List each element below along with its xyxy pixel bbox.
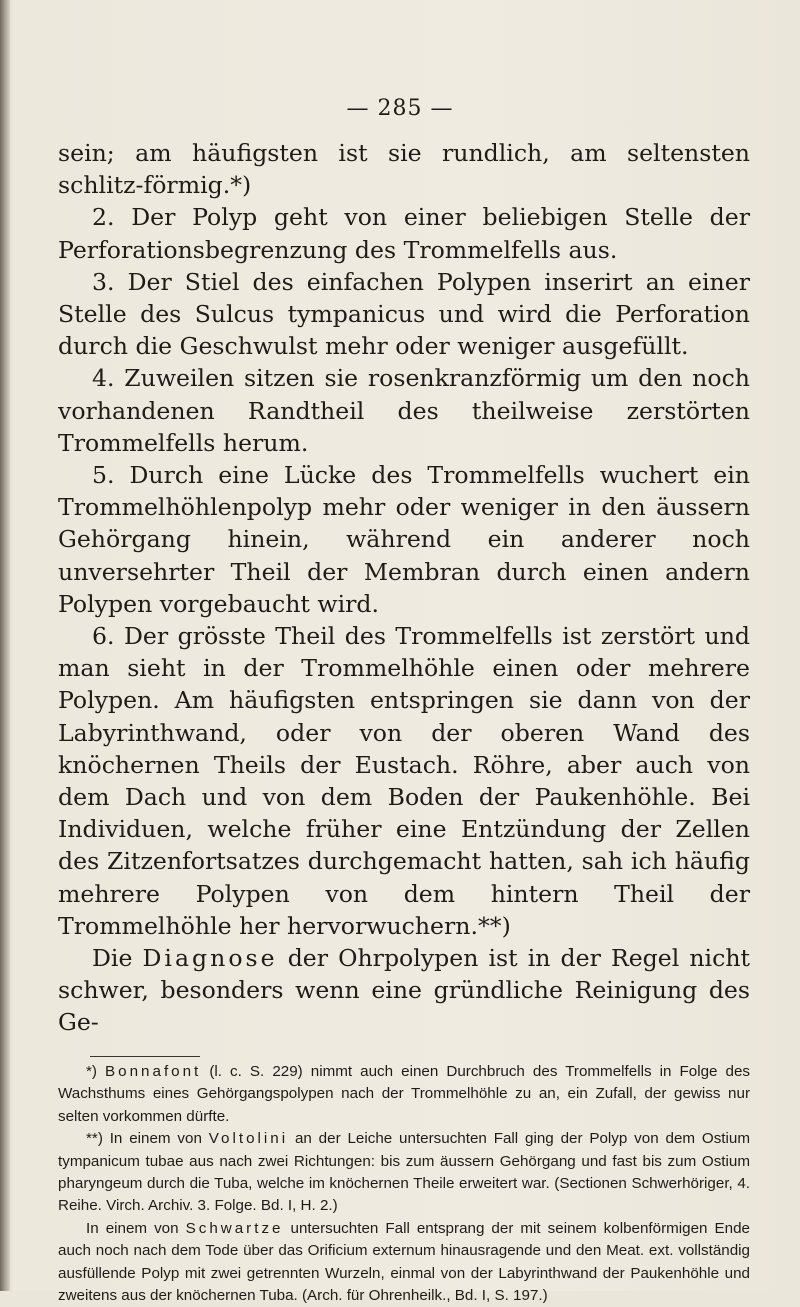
footnote-3-text: untersuchten Fall entsprang der mit seinem kolbenförmigen Ende auch noch nach dem Tode über das Orificium externum hinausragende und den Meat. ext. vollständig ausfüllende Polyp mit zwei getrennten Wurzeln, einmal von der Labyrinthwand der Paukenhöhle und zweitens aus der knöchernen Tuba. (Arch. für Ohrenheilk., Bd. I, S. 197.) bbox=[58, 1219, 750, 1305]
footnote-2-author: Voltolini bbox=[208, 1130, 289, 1148]
diagnose-lead: Die bbox=[92, 944, 143, 973]
paragraph-continuation: sein; am häufigsten ist sie rundlich, am seltensten schlitz-förmig.*) bbox=[58, 139, 750, 200]
footnote-2 bbox=[58, 1128, 750, 1218]
paragraph-item-2: 2. Der Polyp geht von einer beliebigen Stelle der Perforationsbegrenzung des Trommelfells aus. bbox=[58, 203, 750, 264]
footnote-divider bbox=[90, 1056, 200, 1057]
diagnose-text: der Ohrpolypen ist in der Regel nicht schwer, besonders wenn eine gründliche Reinigung des Ge- bbox=[58, 944, 750, 1037]
paragraph-item-3: 3. Der Stiel des einfachen Polypen inserirt an einer Stelle des Sulcus tympanicus und wird die Perforation durch die Geschwulst mehr oder weniger ausgefüllt. bbox=[58, 267, 750, 361]
main-text bbox=[58, 137, 750, 1039]
footnote-2-text: an der Leiche untersuchten Fall ging der Polyp von dem Ostium tympanicum tubae aus nach zwei Richtungen: bis zum äussern Gehörgang und fast bis zum Ostium pharyngeum durch die Tuba, welche im knöchernen Theile erweitert war. (Sectionen Schwerhöriger, 4. Reihe. Virch. Archiv. 3. Folge. Bd. I, H. 2.) bbox=[58, 1130, 750, 1215]
paragraph-item-6: 6. Der grösste Theil des Trommelfells ist zerstört und man sieht in der Trommelhöhle einen oder mehrere Polypen. Am häufigsten entspringen sie dann von der Labyrinthwand, oder von der oberen Wand des knöchernen Theils der Eustach. Röhre, aber auch von dem Dach und von dem Boden der Paukenhöhle. Bei Individuen, welche früher eine Entzündung der Zellen des Zitzenfortsatzes durchgemacht hatten, sah ich häufig mehrere Polypen von dem hintern Theil der Trommelhöhle her hervorwuchern.**) bbox=[58, 622, 750, 940]
paragraph-diagnose bbox=[58, 942, 750, 1039]
paragraph-item-4: 4. Zuweilen sitzen sie rosenkranzförmig um den noch vorhandenen Randtheil des theilweise zerstörten Trommelfells herum. bbox=[58, 364, 750, 457]
footnote-1 bbox=[58, 1061, 750, 1128]
page-number: — 285 — bbox=[346, 96, 454, 121]
footnote-3 bbox=[58, 1218, 750, 1307]
footnote-2-mark: **) In einem von bbox=[86, 1130, 209, 1148]
footnote-1-mark: *) bbox=[86, 1063, 106, 1080]
paragraph-item-5: 5. Durch eine Lücke des Trommelfells wuchert ein Trommelhöhlenpolyp mehr oder weniger in den äussern Gehörgang hinein, während ein anderer noch unversehrter Theil der Membran durch einen andern Polypen vorgebaucht wird. bbox=[58, 461, 750, 618]
page-binding-edge bbox=[0, 0, 10, 1291]
diagnose-keyword: Diagnose bbox=[142, 944, 278, 973]
footnotes bbox=[58, 1061, 750, 1307]
footnote-1-author: Bonnafont bbox=[105, 1063, 202, 1080]
footnote-3-mark: In einem von bbox=[86, 1219, 186, 1237]
footnote-3-author: Schwartze bbox=[185, 1219, 284, 1237]
footnote-1-text: (l. c. S. 229) nimmt auch einen Durchbruch des Trommelfells in Folge des Wachsthums eines Gehörgangspolypen nach der Trommelhöhle zu an, ein Zufall, der gewiss nur selten vorkommen dürfte. bbox=[58, 1063, 750, 1125]
